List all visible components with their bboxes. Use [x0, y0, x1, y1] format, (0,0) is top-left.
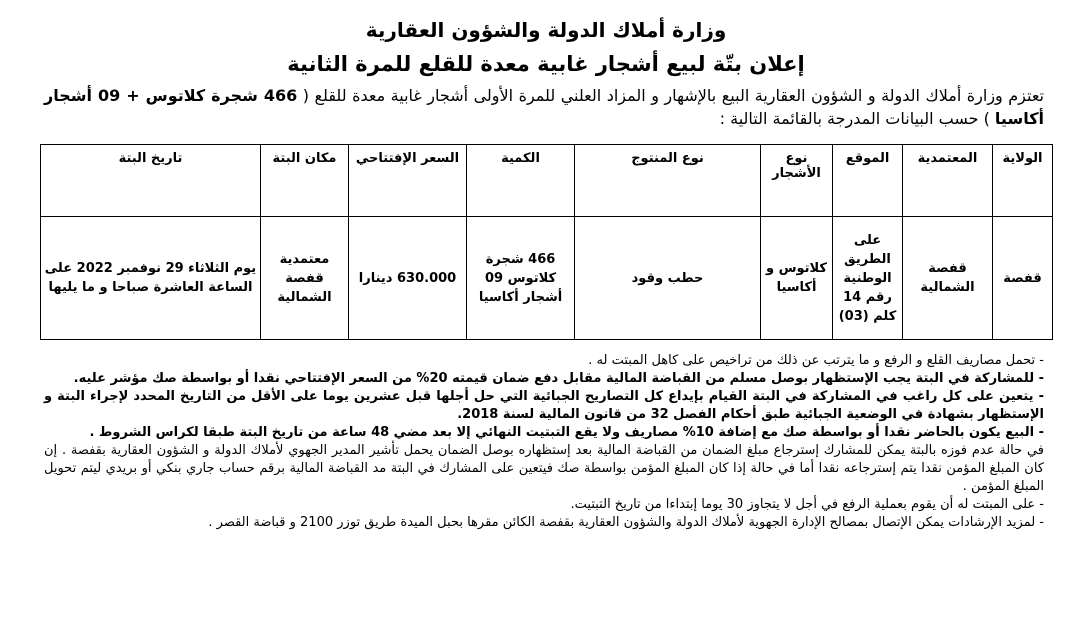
header-product-type: نوع المنتوج [575, 145, 761, 217]
note-payment-terms: - البيع يكون بالحاضر نقدا أو بواسطة صك مع إضافة 10% مصاريف ولا يقع التبتيت النهائي إلا بعد مضي 48 ساعة من تاريخ البتة طبقا لكراس الشروط . [89, 425, 1044, 440]
header-auction-date: تاريخ البتة [41, 145, 261, 217]
table-header-row [41, 145, 1053, 217]
header-wilaya: الولاية [993, 145, 1053, 217]
note-tax-declarations: - يتعين على كل راغب في المشاركة في البتة القيام بإيداع كل التصاريح الجبائية التي حل أجلها قبل عشرين يوما على الأقل من التاريخ المحدد لإجراء البتة و الإستظهار بشهادة في الوضعية الجبائية طبق أحكام الفصل 32 من قانون المالية لسنة 2018. [44, 389, 1044, 422]
note-contact-info: - لمزيد الإرشادات يمكن الإتصال بمصالح الإدارة الجهوية لأملاك الدولة والشؤون العقارية بقفصة الكائن مقرها بحبل الميدة طريق توزر 2100 و قباضة القصر . [208, 515, 1044, 530]
cell-auction-date: يوم الثلاثاء 29 نوفمبر 2022 على الساعة العاشرة صباحا و ما يليها [41, 217, 261, 340]
cell-opening-price: 630.000 دينارا [349, 217, 467, 340]
cell-quantity: 466 شجرة كلاتوس 09 أشجار أكاسيا [467, 217, 575, 340]
note-removal-costs: - تحمل مصاريف القلع و الرفع و ما يترتب عن ذلك من تراخيص على كاهل المبتت له . [588, 353, 1044, 368]
intro-tail: ) حسب البيانات المدرجة بالقائمة التالية : [719, 109, 990, 128]
header-auction-place: مكان البتة [261, 145, 349, 217]
header-delegation: المعتمدية [903, 145, 993, 217]
intro-paragraph [44, 84, 1044, 130]
ministry-title: وزارة أملاك الدولة والشؤون العقارية [365, 18, 727, 42]
conditions-notes [44, 352, 1044, 532]
header-location: الموقع [833, 145, 903, 217]
cell-location: على الطريق الوطنية رقم 14 كلم (03) [833, 217, 903, 340]
table-row [41, 217, 1053, 340]
intro-text: تعتزم وزارة أملاك الدولة و الشؤون العقارية البيع بالإشهار و المزاد العلني للمرة الأولى أشجار غابية معدة للقلع ( [302, 86, 1045, 105]
cell-product-type: حطب وقود [575, 217, 761, 340]
header-tree-type: نوع الأشجار [761, 145, 833, 217]
announcement-title: إعلان بتّة لبيع أشجار غابية معدة للقلع للمرة الثانية [287, 52, 805, 76]
note-guarantee: - للمشاركة في البتة يجب الإستظهار بوصل مسلم من القباضة المالية مقابل دفع ضمان قيمته 20% من السعر الإفتتاحي نقدا أو بواسطة صك مؤشر عليه. [73, 371, 1044, 386]
cell-auction-place: معتمدية قفصة الشمالية [261, 217, 349, 340]
cell-delegation: قفصة الشمالية [903, 217, 993, 340]
header-opening-price: السعر الإفتتاحي [349, 145, 467, 217]
note-removal-deadline: - على المبتت له أن يقوم بعملية الرفع في أجل لا يتجاوز 30 يوما إبتداءا من تاريخ التبتيت. [570, 497, 1044, 512]
intro-highlight: 466 شجرة كلاتوس + 09 أشجار أكاسيا [44, 86, 1044, 128]
cell-tree-type: كلاتوس و أكاسيا [761, 217, 833, 340]
note-guarantee-refund: في حالة عدم فوزه بالبتة يمكن للمشارك إسترجاع مبلغ الضمان من القباضة المالية بعد إستظهاره بوصل الضمان يحمل تأشير المدير الجهوي لأملاك الدولة و الشؤون العقارية بقفصة . إن كان المبلغ المؤمن نقدا يتم إسترجاعه نقدا أما في حالة إذا كان المبلغ المؤمن بواسطة صك فيتعين على المشارك في البتة مد القباضة المالية برقم حساب جاري بنكي أو بريدي ليتم تحويل المبلغ المؤمن . [44, 443, 1044, 494]
cell-wilaya: قفصة [993, 217, 1053, 340]
auction-table [40, 144, 1053, 340]
header-quantity: الكمية [467, 145, 575, 217]
